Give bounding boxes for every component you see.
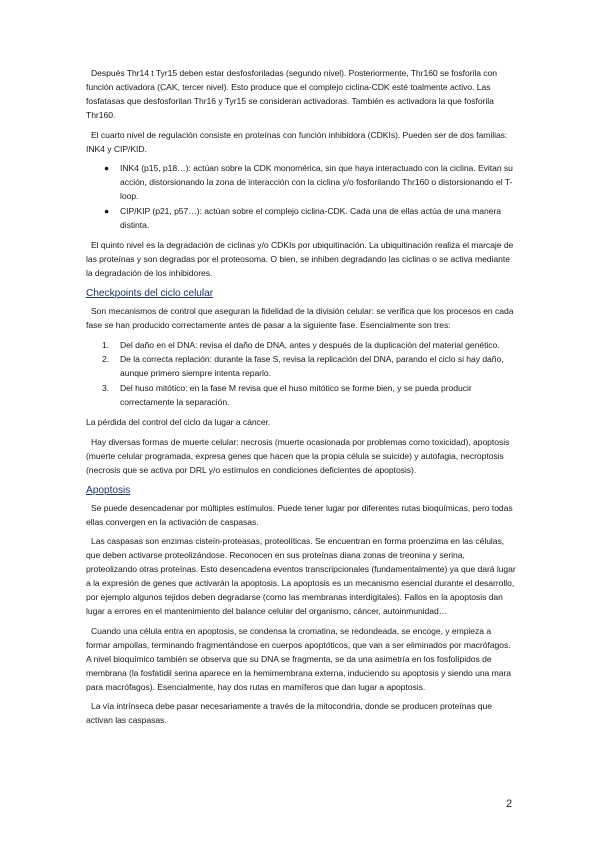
list-number: 3. — [102, 383, 110, 394]
list-item-text: CIP/KIP (p21, p57…): actúan sobre el complejo ciclina-CDK. Cada una de ellas actúa de una manera distinta. — [120, 206, 502, 231]
paragraph-apoptosis-stimuli: Se puede desencadenar por múltiples estímulos. Puede tener lugar por diferentes rutas bioquímicas, pero todas ellas convergen en la activación de caspasas. — [86, 502, 513, 527]
list-item-text: Del huso mitótico: en la fase M revisa que el huso mitótico se forme bien, y se pueda producir correctamente la separación. — [120, 383, 472, 408]
list-item — [86, 382, 516, 410]
bullet-icon: ● — [104, 163, 110, 174]
inhibitor-list — [86, 162, 516, 233]
paragraph-intrinsic-pathway: La vía intrínseca debe pasar necesariamente a través de la mitocondria, donde se producen proteínas que activan las caspasas. — [86, 701, 492, 726]
paragraph-phosphorylation: Después Thr14 t Tyr15 deben estar desfosforiladas (segundo nivel). Posteriormente, Thr160 se fosforila con función activadora (CAK, tercer nivel). Esto produce que el complejo ciclina-CDK esté toalmente activo. Las fosfatasas que desfosforilan Thr16 y Tyr15 se consideran activadoras. También es activadora la que fosforila Thr160. — [86, 68, 497, 120]
paragraph-fourth-level: El cuarto nivel de regulación consiste en proteínas con función inhibidora (CDKIs). Pueden ser de dos familias: INK4 y CIP/KID. — [86, 129, 508, 154]
paragraph-caspases: Las caspasas son enzimas cisteín-proteasas, proteolíticas. Se encuentran en forma proenzima en las células, que deben activarse proteolizándose. Reconocen en sus proteínas diana zonas de treonina y serina, proteolizando otras proteínas. Esto desencadena eventos transcripcionales (fundamentalmente) ya que dará lugar a la expresión de genes que activarán la apoptosis. La apoptosis es un mecanismo esencial durante el desarrollo, por ejemplo algunos tejidos deben degradarse (como las membranas interdigitales). Fallos en la apoptosis dan lugar a errores en el mantenimiento del balance celular del organismo, cáncer, autoinmunidad… — [86, 536, 516, 616]
list-item — [86, 339, 516, 353]
list-item — [86, 205, 516, 233]
heading-checkpoints: Checkpoints del ciclo celular — [86, 287, 214, 299]
list-number: 2. — [102, 354, 110, 365]
list-item-text: Del daño en el DNA: revisa el daño de DNA, antes y después de la duplicación del material genético. — [120, 339, 500, 350]
list-item — [86, 162, 516, 204]
paragraph-cell-death: Hay diversas formas de muerte celular: necrosis (muerte ocasionada por problemas como toxicidad), apoptosis (muerte celular programada, expresa genes que hacen que la propia célula se suicide) y autofagia, necroptosis (necrosis que se activa por DRL y/o estímulos en condiciones deficientes de apoptosis). — [86, 436, 510, 475]
list-item-text: De la correcta replación: durante la fase S, revisa la replicación del DNA, parando el ciclo si hay daño, aunque primero siempre intenta reparlo. — [120, 354, 504, 379]
page-number: 2 — [506, 798, 513, 810]
paragraph-cancer: La pérdida del control del ciclo da lugar a cáncer. — [86, 417, 271, 428]
page-body — [86, 67, 516, 734]
paragraph-apoptosis-morphology: Cuando una célula entra en apoptosis, se condensa la cromatina, se redondeada, se encoge, y empieza a formar ampollas, terminando fragmentándose en cuerpos apoptóticos, que van a ser eliminados por macrófagos. A nivel bioquímico también se observa que su DNA se fragmenta, se da una asimetría en los fosfolípidos de membrana (la fosfatidil serina aparece en la hemimembrana externa, induciendo su apoptosis y siendo una mara para macrófagos). Esencialmente, hay dos rutas en mamíferos que dan lugar a apoptosis. — [86, 625, 512, 692]
list-item-text: INK4 (p15, p18…): actúan sobre la CDK monomérica, sin que haya interactuado con la ciclina. Evitan su acción, distorsionando la zona de interacción con la ciclina y/o fosforilando Thr160 o distorsionando el T-loop. — [120, 163, 513, 202]
paragraph-checkpoints-intro: Son mecanismos de control que aseguran la fidelidad de la división celular: se verifica que los procesos en cada fase se han producido correctamente antes de pasar a la siguiente fase. Esencialmente son tres: — [86, 305, 514, 330]
bullet-icon: ● — [104, 206, 110, 217]
paragraph-fifth-level: El quinto nivel es la degradación de ciclinas y/o CDKIs por ubiquitinación. La ubiquitinación realiza el marcaje de las proteínas y son degradas por el proteosoma. O bien, se inhiben degradando las ciclinas o se activa mediante la degradación de los inhibidores. — [86, 239, 514, 278]
checkpoint-list — [86, 339, 516, 411]
heading-apoptosis: Apoptosis — [86, 484, 131, 496]
list-item — [86, 353, 516, 381]
list-number: 1. — [102, 339, 110, 350]
